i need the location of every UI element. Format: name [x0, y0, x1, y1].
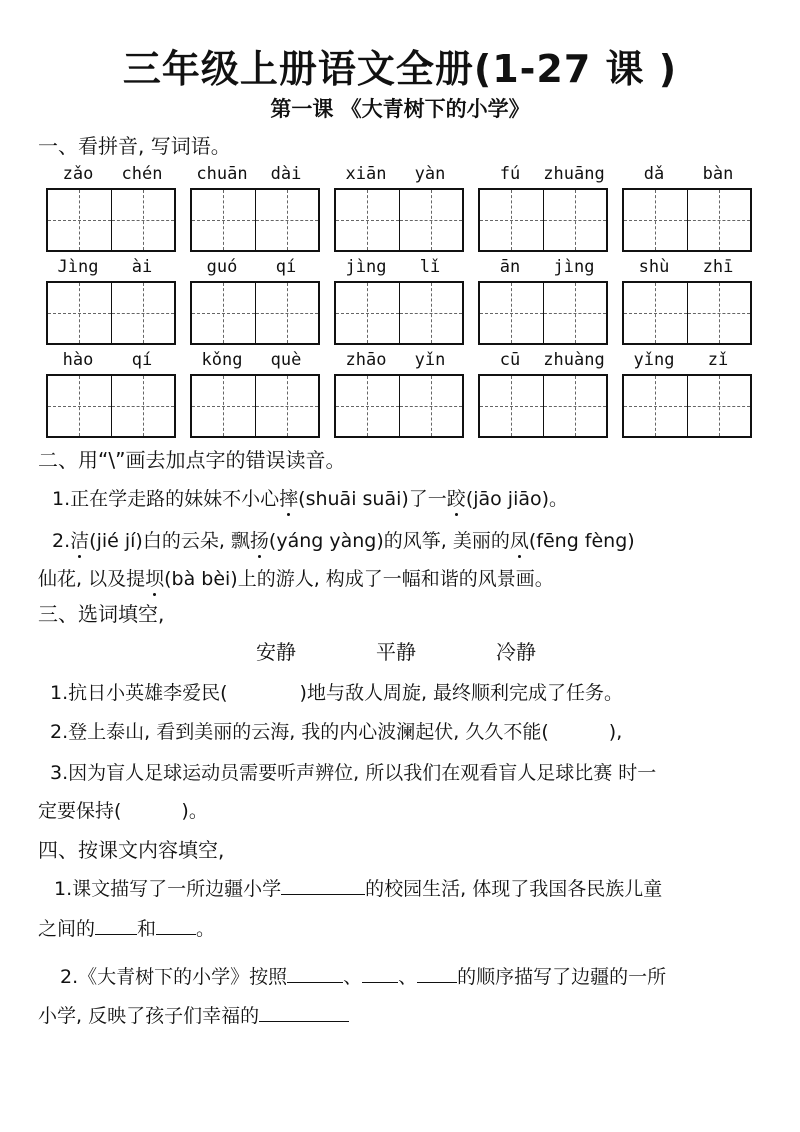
pinyin: zhī [702, 257, 734, 277]
pinyin: cū [499, 350, 521, 370]
section-3-question-2: 2.登上泰山, 看到美丽的云海, 我的内心波澜起伏, 久久不能( ), [50, 721, 623, 743]
pinyin-row-3 [0, 350, 800, 374]
pinyin: chén [121, 164, 163, 184]
writing-box[interactable] [190, 374, 320, 438]
writing-grid-row-3 [0, 374, 800, 438]
pinyin: shù [638, 257, 670, 277]
pinyin: zhuàng [543, 350, 605, 370]
answer-underline[interactable] [281, 876, 365, 895]
writing-box[interactable] [478, 188, 608, 252]
pinyin: zǐ [707, 350, 729, 370]
pinyin: qí [131, 350, 153, 370]
dotted-char: 扬 [250, 526, 269, 553]
pinyin: què [270, 350, 302, 370]
pinyin: guó [206, 257, 238, 277]
section-2-question-2-line-2: 仙花, 以及提坝(bà bèi)上的游人, 构成了一幅和谐的风景画。 [38, 564, 554, 591]
writing-box[interactable] [334, 188, 464, 252]
writing-box[interactable] [46, 281, 176, 345]
writing-box[interactable] [190, 188, 320, 252]
pinyin: hào [62, 350, 94, 370]
writing-box[interactable] [622, 281, 752, 345]
answer-underline[interactable] [259, 1003, 349, 1022]
pinyin-row-2 [0, 257, 800, 281]
writing-box[interactable] [622, 188, 752, 252]
word-option: 冷静 [496, 640, 536, 664]
writing-box[interactable] [334, 374, 464, 438]
page-title: 三年级上册语文全册(1-27 课 ) [122, 47, 678, 91]
dotted-char: 跤 [447, 484, 466, 511]
answer-underline[interactable] [362, 964, 398, 983]
word-option: 平静 [376, 640, 416, 664]
pinyin: dǎ [643, 164, 665, 184]
writing-box[interactable] [622, 374, 752, 438]
writing-box[interactable] [334, 281, 464, 345]
section-2-heading: 二、用“\”画去加点字的错误读音。 [38, 448, 346, 472]
writing-grid-row-1 [0, 188, 800, 252]
pinyin: qí [275, 257, 297, 277]
dotted-char: 摔 [279, 484, 298, 511]
pinyin: xiān [345, 164, 387, 184]
writing-box[interactable] [478, 281, 608, 345]
answer-underline[interactable] [156, 916, 196, 935]
pinyin: zhāo [345, 350, 387, 370]
pinyin: jìng [345, 257, 387, 277]
pinyin: fú [499, 164, 521, 184]
section-4-question-1-line-1: 1.课文描写了一所边疆小学 的校园生活, 体现了我国各民族儿童 [54, 878, 663, 900]
word-option: 安静 [256, 640, 296, 664]
pinyin: dài [270, 164, 302, 184]
writing-box[interactable] [46, 188, 176, 252]
writing-box[interactable] [478, 374, 608, 438]
pinyin: bàn [702, 164, 734, 184]
pinyin: kǒng [201, 350, 243, 370]
pinyin: ān [499, 257, 521, 277]
section-4-question-2-line-1: 2.《大青树下的小学》按照 、 、 的顺序描写了边疆的一所 [60, 966, 667, 988]
pinyin: ài [131, 257, 153, 277]
lesson-title: 第一课 《大青树下的小学》 [270, 97, 530, 121]
pinyin: Jìng [57, 257, 99, 277]
section-2-question-2-line-1: 2.洁(jié jí)白的云朵, 飘扬(yáng yàng)的风筝, 美丽的凤(fēng fèng) [52, 526, 635, 553]
section-3-question-1: 1.抗日小英雄李爱民( )地与敌人周旋, 最终顺利完成了任务。 [50, 682, 624, 704]
pinyin: yàn [414, 164, 446, 184]
section-4-heading: 四、按课文内容填空, [38, 838, 225, 862]
section-2-question-1: 1.正在学走路的妹妹不小心摔(shuāi suāi)了一跤(jāo jiāo)。 [52, 484, 568, 511]
writing-grid-row-2 [0, 281, 800, 345]
pinyin: lǐ [419, 257, 441, 277]
dotted-char: 坝 [145, 564, 164, 591]
section-4-question-2-line-2: 小学, 反映了孩子们幸福的 [38, 1001, 349, 1028]
pinyin: yǐng [633, 350, 675, 370]
writing-box[interactable] [46, 374, 176, 438]
pinyin: yǐn [414, 350, 446, 370]
section-4-question-1-line-2: 之间的 和 。 [38, 918, 216, 940]
pinyin: jìng [553, 257, 595, 277]
writing-box[interactable] [190, 281, 320, 345]
pinyin: zhuāng [543, 164, 605, 184]
answer-underline[interactable] [417, 964, 457, 983]
answer-underline[interactable] [95, 916, 137, 935]
answer-underline[interactable] [287, 964, 343, 983]
pinyin-row-1 [0, 164, 800, 188]
pinyin: zǎo [62, 164, 94, 184]
section-1-heading: 一、看拼音, 写词语。 [38, 134, 231, 158]
section-3-heading: 三、选词填空, [38, 602, 165, 626]
dotted-char: 洁 [70, 526, 89, 553]
section-3-question-3-line-2: 定要保持( )。 [38, 800, 208, 822]
pinyin: chuān [196, 164, 248, 184]
dotted-char: 凤 [510, 526, 529, 553]
section-3-question-3-line-1: 3.因为盲人足球运动员需要听声辨位, 所以我们在观看盲人足球比赛 时一 [50, 762, 657, 784]
